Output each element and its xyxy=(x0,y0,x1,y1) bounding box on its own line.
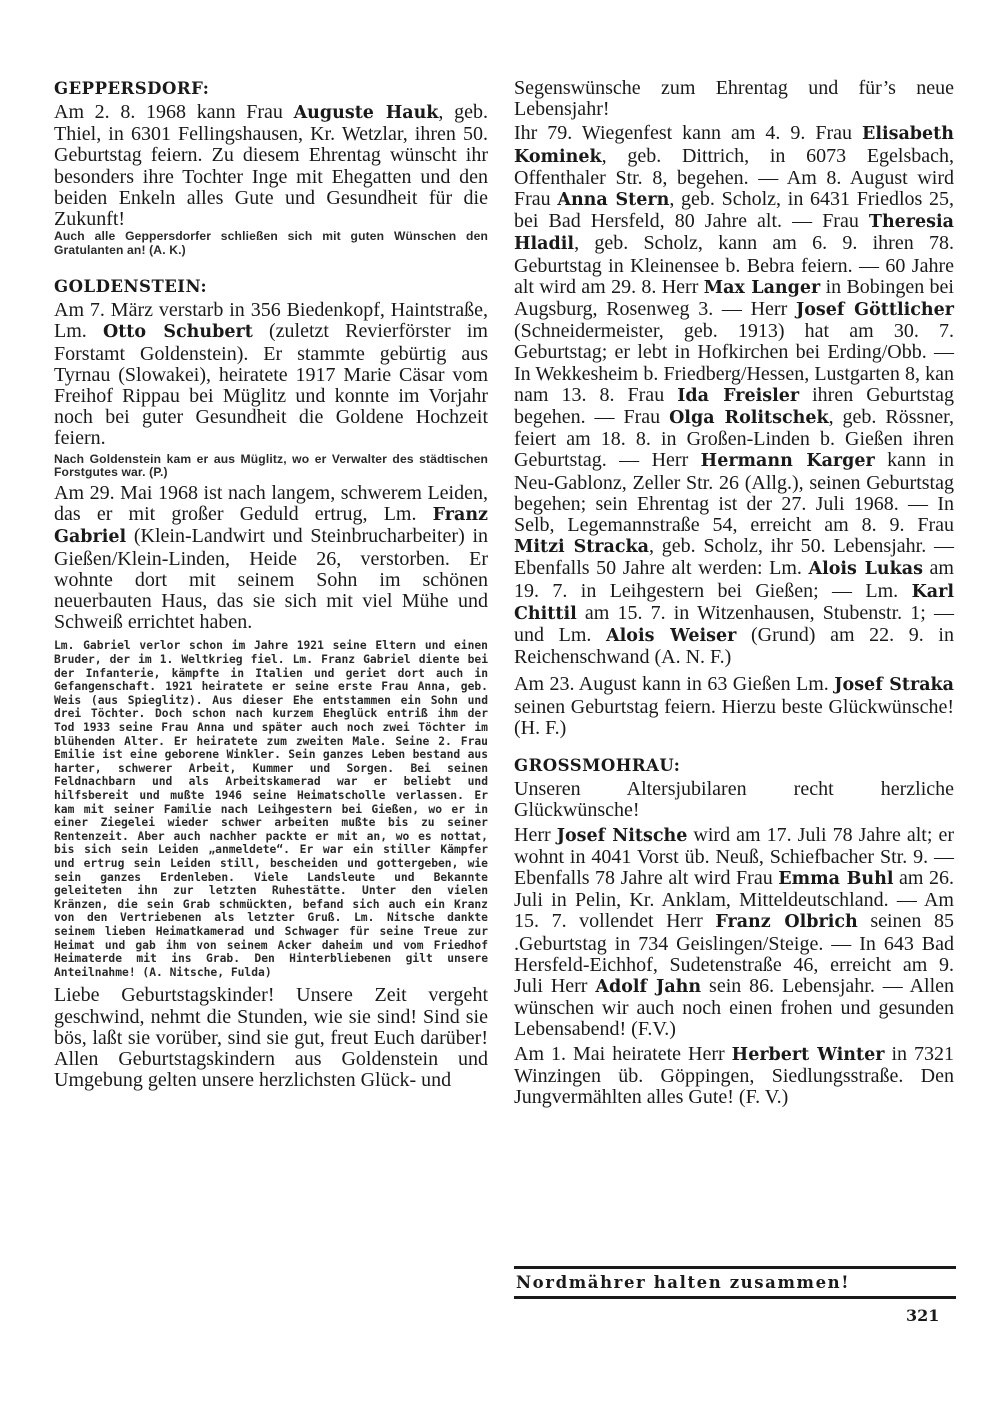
section-heading-grossmohrau: GROSSMOHRAU: xyxy=(514,756,681,776)
goldenstein-birthday-greeting: Liebe Geburtstagskinder! Unsere Zeit vergeht geschwind, nehmt die Stunden, wie sie sind! Sind sie bös, laßt sie vorüber, sind sie gut, freut Euch darüber! Allen Geburtstagskindern aus Goldenstein und Umgebung gelten unsere herzlichsten Glück- und xyxy=(54,984,488,1092)
person-name: Elisabeth Kominek xyxy=(514,124,954,167)
person-name: Emma Buhl xyxy=(778,868,894,889)
person-name: Karl Chittil xyxy=(514,581,954,624)
greeting-continuation: Segenswünsche zum Ehrentag und für’s neue Lebensjahr! xyxy=(514,77,954,121)
goldenstein-paragraph-gabriel: Am 29. Mai 1968 ist nach langem, schwerem Leiden, das er mit großer Geduld ertrug, Lm. Franz Gabriel (Klein-Landwirt und Steinbrucharbeiter) in Gießen/Klein-Linden, Heide 26, verstorben. Er wohnte dort mit seinem Sohn im schönen neuerbauten Haus, das sie sich mit viel Mühe und Schweiß errichtet haben. xyxy=(54,482,488,634)
straka-paragraph: Am 23. August kann in 63 Gießen Lm. Josef Straka seinen Geburtstag feiern. Hierzu beste Glückwünsche! (H. F.) xyxy=(514,673,955,739)
person-name: Mitzi Stracka xyxy=(514,537,649,558)
person-name: Josef Nitsche xyxy=(556,825,688,846)
grossmohrau-intro: Unseren Altersjubilaren recht herzliche Glückwünsche! xyxy=(514,778,954,822)
person-name: Auguste Hauk xyxy=(293,103,439,123)
goldenstein-note-schubert: Nach Goldenstein kam er aus Müglitz, wo er Verwalter des städtischen Forstgutes war. (P.) xyxy=(54,451,488,480)
person-name: Theresia Hladil xyxy=(514,212,954,255)
goldenstein-paragraph-schubert: Am 7. März verstarb in 356 Biedenkopf, Haintstraße, Lm. Otto Schubert (zuletzt Revierförster im Forstamt Goldenstein). Er stammte gebürtig aus Tyrnau (Slowakei), heiratete 1917 Marie Cäsar vom Freihof Rippau bei Müglitz und konnte im Vorjahr noch bei guter Gesundheit die Goldene Hochzeit feiern. xyxy=(54,299,488,450)
person-name: Franz Gabriel xyxy=(54,505,488,548)
goldenstein-note-gabriel: Lm. Gabriel verlor schon im Jahre 1921 seine Eltern und einen Bruder, der im 1. Weltkrieg fiel. Lm. Franz Gabriel diente bei der Infanterie, kämpfte in Italien und geriet dort auch in Gefangenschaft. 1921 heiratete er seine erste Frau Anna, geb. Weis (aus Spieglitz). Aus dieser Ehe entstammen ein Sohn und drei Töchter. Doch schon nach kurzem Eheglück entriß ihm der Tod 1933 seine Frau Anna und später auch noch zwei Töchter im blühenden Alter. Er heiratete zum zweiten Male. Seine 2. Frau Emilie ist eine geborene Winkler. Sein ganzes Leben bestand aus harter, schwerer Arbeit, Kummer und Sorgen. Bei seinen Feldnachbarn und als Arbeitskamerad war er beliebt und hilfsbereit und mußte 1946 seine Heimatscholle verlassen. Er kam mit seiner Familie nach Leihgestern bei Gießen, wo er in einer Ziegelei wieder schwer arbeiten mußte bis zu seiner Rentenzeit. Aber auch nachher packte er mit an, wo es nottat, bis sich sein Leiden „anmeldete“. Er war ein stiller Kämpfer und ertrug sein Leiden still, bescheiden und gottergeben, wie sein ganzes Erdenleben. Viele Landsleute und Bekannte geleiteten ihn zur letzten Ruhestätte. Unter den vielen Kränzen, die sein Grab schmückten, befand sich auch ein Kranz von den Vertriebenen als letzter Gruß. Lm. Nitsche dankte seinem lieben Heimatkamerad und Schwager für seine Treue zur Heimat und gab ihm von seinem Acker daheim und vom Friedhof Heimaterde mit ins Grab. Den Hinterbliebenen gilt unsere Anteilnahme! (A. Nitsche, Fulda) xyxy=(54,639,488,979)
section-heading-goldenstein: GOLDENSTEIN: xyxy=(54,277,208,297)
person-name: Max Langer xyxy=(703,277,821,298)
person-name: Herbert Winter xyxy=(731,1044,885,1065)
person-name: Anna Stern xyxy=(557,190,670,211)
geppersdorf-note: Auch alle Geppersdorfer schließen sich mit guten Wünschen den Gratulanten an! (A. K.) xyxy=(54,229,488,257)
person-name: Josef Straka xyxy=(834,675,955,696)
person-name: Olga Rolitschek xyxy=(669,408,829,429)
person-name: Alois Weiser xyxy=(606,626,737,647)
person-name: Otto Schubert xyxy=(102,322,253,343)
section-heading-geppersdorf: GEPPERSDORF: xyxy=(54,79,210,98)
motto-banner: Nordmährer halten zusammen! xyxy=(514,1266,956,1299)
person-name: Josef Göttlicher xyxy=(795,300,954,321)
person-name: Adolf Jahn xyxy=(595,976,702,997)
grossmohrau-wedding: Am 1. Mai heiratete Herr Herbert Winter in 7321 Winzingen üb. Göppingen, Siedlungsstraße. Den Jungvermählten alles Gute! (F. V.) xyxy=(514,1042,955,1108)
person-name: Ida Freisler xyxy=(677,385,800,406)
person-name: Alois Lukas xyxy=(808,559,923,580)
geppersdorf-paragraph: Am 2. 8. 1968 kann Frau Auguste Hauk, geb. Thiel, in 6301 Fellingshausen, Kr. Wetzlar, ihren 50. Geburtstag feiern. Zu diesem Ehrentag wünscht ihr besonders ihre Tochter Inge mit Ehegatten und den beiden Enkeln alles Gute und Gesundheit für die Zukunft! xyxy=(54,101,488,231)
page-number: 321 xyxy=(906,1306,940,1325)
right-column xyxy=(514,78,954,1108)
left-column xyxy=(54,78,488,1091)
person-name: Hermann Karger xyxy=(700,451,875,472)
grossmohrau-birthdays: Herr Josef Nitsche wird am 17. Juli 78 Jahre alt; er wohnt in 4041 Vorst üb. Neuß, Schiefbacher Str. 9. — Ebenfalls 78 Jahre alt wird Frau Emma Buhl am 26. Juli in Pelin, Kr. Anklam, Mitteldeutschland. — Am 15. 7. vollendet Herr Franz Olbrich seinen 85 .Geburtstag in 734 Geislingen/Steige. — In 643 Bad Hersfeld-Eichhof, Sudetenstraße 46, erreicht am 9. Juli Herr Adolf Jahn sein 86. Lebensjahr. — Allen wünschen wir auch noch einen frohen und gesunden Lebensabend! (F.V.) xyxy=(514,823,954,1041)
person-name: Franz Olbrich xyxy=(715,912,858,933)
birthday-list-paragraph: Ihr 79. Wiegenfest kann am 4. 9. Frau Elisabeth Kominek, geb. Dittrich, in 6073 Egelsbach, Offenthaler Str. 8, begehen. — Am 8. August wird Frau Anna Stern, geb. Scholz, in 6431 Friedlos 25, bei Bad Hersfeld, 80 Jahre alt. — Frau Theresia Hladil, geb. Scholz, kann am 6. 9. ihren 78. Geburtstag in Kleinensee b. Bebra feiern. — 60 Jahre alt wird am 29. 8. Herr Max Langer in Bobingen bei Augsburg, Rosenweg 3. — Herr Josef Göttlicher (Schneidermeister, geb. 1913) hat am 30. 7. Geburtstag; er lebt in Hofkirchen bei Erding/Obb. — In Wekkesheim b. Friedberg/Hessen, Lustgarten 8, kan nam 13. 8. Frau Ida Freisler ihren Geburtstag begehen. — Frau Olga Rolitschek, geb. Rössner, feiert am 18. 8. in Großen-Linden b. Gießen ihren Geburtstag. — Herr Hermann Karger kann in Neu-Gablonz, Zeller Str. 26 (Allg.), seinen Geburtstag begehen; sein Ehrentag ist der 27. Juli 1968. — In Selb, Legemannstraße 54, erreicht am 8. 9. Frau Mitzi Stracka, geb. Scholz, ihr 50. Lebensjahr. — Ebenfalls 50 Jahre alt werden: Lm. Alois Lukas am 19. 7. in Leihgestern bei Gießen; — Lm. Karl Chittil am 15. 7. in Witzenhausen, Stubenstr. 1; — und Lm. Alois Weiser (Grund) am 22. 9. in Reichenschwand (A. N. F.) xyxy=(514,122,954,669)
